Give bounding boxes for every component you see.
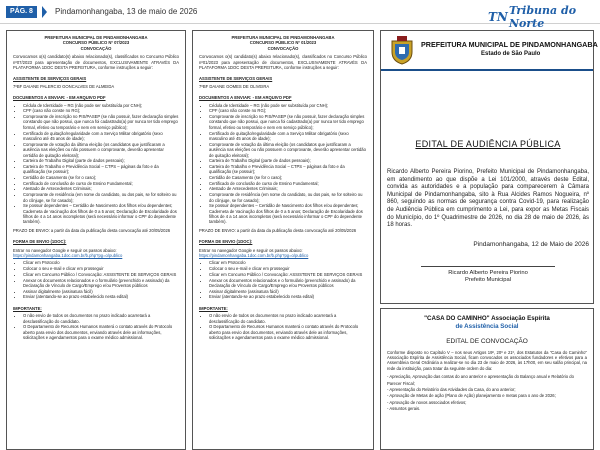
notice-intro: Convocamos o(s) candidato(s) abaixo relacionado(s), classificados no Concurso Público nº07/2023 para apresentação de documentos, EXCLUSIVAMENTE ATRAVÉS DA PLATAFORMA 1DOC DESTA PREFEITURA, conforme instruções a seguir: [13,54,179,71]
candidate-line: 7ºBF DAIANE PALERCIO GONCALVES DE ALMEIDA [13,83,115,89]
doc-item: • Certificado de quitação/regularidade com a Serviço Militar obrigatório (sexo masculino até 45 anos de idade); [23,131,179,142]
casa-title: "CASA DO CAMINHO" Associação Espírita [424,315,550,322]
doc-item: • CPF (caso não conste no RG); [209,108,367,113]
deadline-text: PRAZO DE ENVIO: a partir da data da publicação desta convocação até 20/05/2026 [13,227,171,233]
logo-mark-icon: TN [488,10,508,24]
prefecture-title: PREFEITURA MUNICIPAL DE PINDAMONHANGABA [421,40,598,49]
notice-title: PREFEITURA MUNICIPAL DE PINDAMONHANGABA [44,35,148,40]
important-title: IMPORTANTE: [13,305,42,311]
step-item: • Colocar o seu e-mail e clicar em prosseguir [209,266,367,271]
edital-body: Ricardo Alberto Pereira Piorino, Prefeito Municipal de Pindamonhangaba, em atendimento ao que dispõe a Lei 101/2000, através deste Edital, convida as autoridades e a população para comparecerem à Câmara Municipal de Pindamonhangaba, sito à Rua Alcides Ramos Nogueira, nº 860, seguindo as normas de segurança contra Covid-19, para realização de Audiência Pública em cumprimento a Lei, para expor as Metas Fiscais do Município, do 1º Quadrimestre de 2026, no dia 28 de maio de 2026, às 18 horas. [387,169,589,229]
municipal-crest-icon [389,35,415,65]
important-item: • O não envio de todos os documentos no prazo indicado acarretará a desclassificação do candidato. [209,313,367,324]
public-hearing-notice [380,30,598,304]
casa-body: Conforme disposto no Capítulo V – nos seus Artigos 19º, 20º e 21º, dos Estatutos da "Casa do Caminho" Associação Espírita de Assistência Social, ficam convocados os associados fundadores e efetivos para a Assembleia Geral Ordinária a realizar-se no dia 23 de maio de 2026, às 17h00, em seu salão principal, na rede da instituição, para tratar da seguinte ordem do dia: [387,349,587,371]
logo-text: Tribuna do Norte [509,4,577,30]
docs-title: DOCUMENTOS A ENVIAR: - EM ARQUIVO PDF [199,95,292,101]
doc-item: • Comprovante de votação da última eleição (os candidatos que justificaram a ausência nas eleições ou não possuem o comprovante, deverão apresentar certidão de quitação eleitoral); [209,142,367,158]
casa-subtitle: de Assistência Social [455,322,519,330]
doc-item: • Se possuir dependentes – Certidão de Nascimento dos filhos e/ou dependentes; Caderneta de Vacinação dos filhos de 0 a 5 anos; Declaração de Escolaridade dos filhos de 4 a 14 anos incompletos (será necessário informar o CPF do dependente também). [209,203,367,225]
doc-item: • Carteira de Trabalho Digital (parte de dados pessoais); [23,158,179,163]
role-title: ASSISTENTE DE SERVIÇOS GERAIS [199,76,273,82]
doc-item: • Comprovante de votação da última eleição (os candidatos que justificaram a ausência nas eleições ou não possuem o comprovante, deverão apresentar certidão de quitação eleitoral); [23,142,179,158]
step-item: • Enviar (atentando-se ao prazo estabelecido nesta edital) [209,294,367,299]
doc-item: • Certidão de Casamento (se for o caso); [23,175,179,180]
step-item: • Clicar em Protocolo [209,260,367,265]
notice-title: PREFEITURA MUNICIPAL DE PINDAMONHANGABA [231,35,335,40]
notice-subtitle: CONCURSO PÚBLICO Nº 07/2023 [62,40,130,46]
step-item: • Enviar (atentando-se ao prazo estabelecido nesta edital) [23,294,179,299]
doc-item: • Comprovante de inscrição no PIS/PASEP (se não possuir, fazer declaração simples constando que não possui, que nunca foi cadastrado(a) por nunca ter tido emprego formal, efetivo ou temporário e nem em serviço público); [209,114,367,130]
doc-item: • Comprovante de residência (em nome do candidato, ou dos pais, se for solteiro ou do cônjuge, se for casado); [209,192,367,203]
step-item: • Clicar em Protocolo [23,260,179,265]
docs-list [199,103,367,225]
deadline-text: PRAZO DE ENVIO: a partir da data da publicação desta convocação até 20/05/2026 [199,227,357,233]
signer-role: Prefeito Municipal [464,277,512,283]
doc-item: • Certificado de conclusão de curso de Ensino Fundamental; [23,181,179,186]
doc-item: • Atestado de Antecedentes Criminais; [23,186,179,191]
agenda-item: - Assuntos gerais. [387,406,421,412]
doc-item: • Certidão de Casamento (se for o caso); [209,175,367,180]
important-item: • O Departamento de Recursos Humanos manterá o contato através do Protocolo aberto para envio dos documentos, enviando através dele as informações, solicitações e agendamentos para o exame médico admissional. [23,324,179,340]
important-title: IMPORTANTE: [199,305,228,311]
doc-item: • Se possuir dependentes – Certidão de Nascimento dos filhos e/ou dependentes; Caderneta de Vacinação dos filhos de 0 a 5 anos; Declaração de Escolaridade dos filhos de 4 a 14 anos incompletos (será necessário informar o CPF do dependente também). [23,203,179,225]
agenda-item: - Aprovação de novos associados efetivos; [387,399,467,405]
casa-heading: EDITAL DE CONVOCAÇÃO [446,337,528,345]
prefecture-state: Estado de São Paulo [481,51,541,57]
important-list [199,313,367,340]
step-item: • Colocar o seu e-mail e clicar em prosseguir [23,266,179,271]
steps-list [13,260,179,299]
casa-do-caminho-notice [380,308,594,450]
doc-item: • Certificado de conclusão de curso de Ensino Fundamental; [209,181,367,186]
important-list [13,313,179,340]
form-title: FORMA DE ENVIO (1DOC): [199,239,253,245]
step-item: • Clicar em Concurso Público / Convocação: ASSISTENTE DE SERVIÇOS GERAIS [23,272,179,277]
edital-title: EDITAL DE AUDIÊNCIA PÚBLICA [415,139,561,149]
doc-item: • Carteira de Trabalho e Previdência Social – CTPS – páginas da foto e da qualificação (se possuir); [23,164,179,175]
page-badge-arrow [42,6,47,18]
step-item: • Anexar os documentos relacionados e o formulário (preenchido e assinado) da Declaração de Vínculo de Cargo/Emprego e/ou Proventos públicos [23,278,179,289]
doc-item: • Comprovante de inscrição no PIS/PASEP (se não possuir, fazer declaração simples constando que não possui, que nunca foi cadastrado(a) por nunca ter tido emprego formal, efetivo ou temporário e nem em serviço público); [23,114,179,130]
form-title: FORMA DE ENVIO (1DOC): [13,239,67,245]
form-link[interactable]: https://pindamonhangaba.1doc.com.br/b.php?pg=o/publico [13,253,123,259]
docs-list [13,103,179,225]
agenda-item: - Aprovação de Metas de ação (Plano de Ação) planejamento e metas para o ano de 2026; [387,393,556,399]
signer-name: Ricardo Alberto Pereira Piorino [448,270,528,276]
step-item: • Assinar digitalmente (assinatura fácil) [209,289,367,294]
doc-item: • CPF (caso não conste no RG); [23,108,179,113]
notice-heading: CONVOCAÇÃO [267,45,299,51]
header-date: Pindamonhangaba, 13 de maio de 2026 [55,7,198,16]
right-column [380,30,598,450]
place-date: Pindamonhangaba, 12 de Maio de 2026 [473,241,589,248]
role-title: ASSISTENTE DE SERVIÇOS GERAIS [13,76,87,82]
doc-item: • Cédula de Identidade – RG (não pode ser substituída por CNH); [209,103,367,108]
page-header [0,0,600,30]
step-item: • Clicar em Concurso Público / Convocação: ASSISTENTE DE SERVIÇOS GERAIS [209,272,367,277]
doc-item: • Carteira de Trabalho e Previdência Social – CTPS – páginas da foto e da qualificação (se possuir); [209,164,367,175]
notice-subtitle: CONCURSO PÚBLICO Nº 01/2023 [249,40,317,46]
step-item: • Assinar digitalmente (assinatura fácil) [23,289,179,294]
important-item: • O não envio de todos os documentos no prazo indicado acarretará a desclassificação do candidato. [23,313,179,324]
signature-line [421,266,555,267]
doc-item: • Carteira de Trabalho Digital (parte de dados pessoais); [209,158,367,163]
form-intro: Entrar no navegador Google e seguir os passos abaixo: [199,247,303,253]
page-number-badge: PÁG. 8 [6,6,37,18]
notice-heading: CONVOCAÇÃO [80,45,112,51]
agenda-item: - Apreciação, Aprovação das contas do ano anterior e apresentação do Balanço anual e Relatório do Parecer Fiscal; [387,374,574,386]
notice-intro: Convocamos o(s) candidato(s) abaixo relacionado(s), classificados no Concurso Público nº01/2023 para apresentação de documentos, EXCLUSIVAMENTE ATRAVÉS DA PLATAFORMA 1DOC DESTA PREFEITURA, conforme instruções a seguir: [199,54,367,71]
form-intro: Entrar no navegador Google e seguir os passos abaixo: [13,247,117,253]
important-item: • O Departamento de Recursos Humanos manterá o contato através do Protocolo aberto para envio dos documentos, enviando através dele as informações, solicitações e agendamentos para o exame médico admissional. [209,324,367,340]
steps-list [199,260,367,299]
step-item: • Anexar os documentos relacionados e o formulário (preenchido e assinado) da Declaração de Vínculo de Cargo/Emprego e/ou Proventos públicos [209,278,367,289]
form-link[interactable]: https://pindamonhangaba.1doc.com.br/b.php?pg=o/publico [199,253,309,259]
prefecture-header [381,31,598,71]
convocation-notice-left [6,30,186,450]
newspaper-logo[interactable] [488,4,600,30]
agenda-item: - Apresentação do Relatório das Atividades da Casa, do ano anterior; [387,387,516,393]
doc-item: • Certificado de quitação/regularidade com a Serviço Militar obrigatório (sexo masculino até 45 anos de idade); [209,131,367,142]
doc-item: • Comprovante de residência (em nome do candidato, ou dos pais, se for solteiro ou do cônjuge, se for casado); [23,192,179,203]
signature-block [381,270,595,284]
candidate-line: 7ºBF DAIANE GOMES DE OLIVEIRA [199,83,270,89]
docs-title: DOCUMENTOS A ENVIAR: - EM ARQUIVO PDF [13,95,106,101]
doc-item: • Cédula de Identidade – RG (não pode ser substituída por CNH); [23,103,179,108]
convocation-notice-middle [192,30,374,450]
doc-item: • Atestado de Antecedentes Criminais; [209,186,367,191]
casa-agenda [387,374,587,412]
